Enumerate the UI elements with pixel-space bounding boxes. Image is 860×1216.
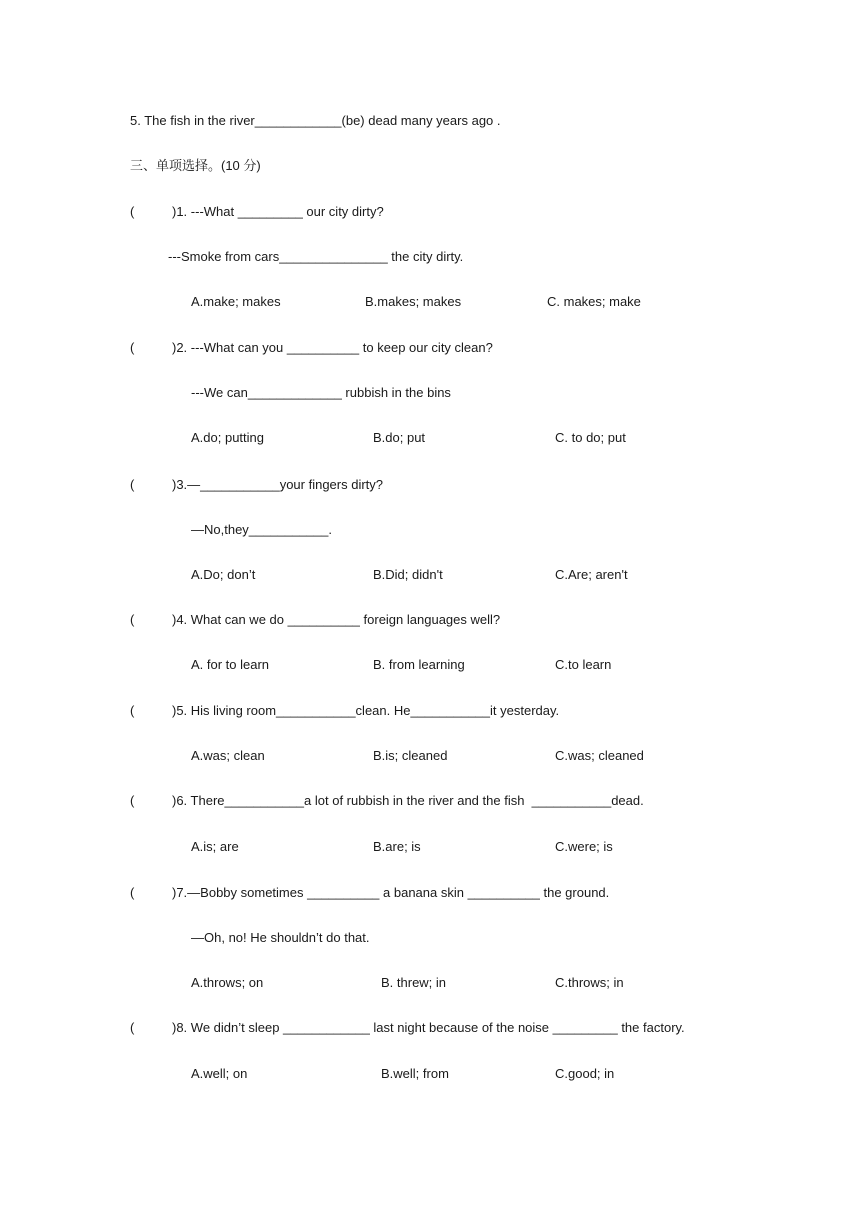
answer-paren: ( <box>130 204 135 219</box>
question-3-option-a: A.Do; don’t <box>191 567 256 582</box>
question-7-option-c: C.throws; in <box>555 975 624 990</box>
question-2-option-c: C. to do; put <box>555 430 626 445</box>
question-3-option-b: B.Did; didn't <box>373 567 443 582</box>
question-8-option-c: C.good; in <box>555 1066 615 1081</box>
question-6-option-c: C.were; is <box>555 839 613 854</box>
question-6-option-b: B.are; is <box>373 839 421 854</box>
question-7-dialog: —Oh, no! He shouldn’t do that. <box>191 930 370 945</box>
question-6-stem: )6. There___________a lot of rubbish in the river and the fish ___________dead. <box>172 793 644 808</box>
section-title: 三、单项选择。(10 分) <box>130 158 261 173</box>
question-5-option-a: A.was; clean <box>191 748 265 763</box>
question-2-option-b: B.do; put <box>373 430 426 445</box>
question-4-option-b: B. from learning <box>373 657 465 672</box>
question-1-option-b: B.makes; makes <box>365 294 462 309</box>
question-7-option-b: B. threw; in <box>381 975 447 990</box>
fill-in-question-5: 5. The fish in the river____________(be) dead many years ago . <box>130 113 501 128</box>
question-3-dialog: —No,they___________. <box>191 522 332 537</box>
question-4-stem: )4. What can we do __________ foreign languages well? <box>172 612 501 627</box>
question-5-option-b: B.is; cleaned <box>373 748 448 763</box>
question-3-stem: )3.—___________your fingers dirty? <box>172 477 384 492</box>
question-1-option-a: A.make; makes <box>191 294 281 309</box>
question-1-stem: )1. ---What _________ our city dirty? <box>172 204 384 219</box>
question-5-option-c: C.was; cleaned <box>555 748 644 763</box>
question-4-option-c: C.to learn <box>555 657 612 672</box>
question-7-stem: )7.—Bobby sometimes __________ a banana skin __________ the ground. <box>172 885 610 900</box>
question-2-option-a: A.do; putting <box>191 430 264 445</box>
question-8-option-a: A.well; on <box>191 1066 248 1081</box>
question-8-option-b: B.well; from <box>381 1066 449 1081</box>
question-8-stem: )8. We didn’t sleep ____________ last night because of the noise _________ the factory. <box>172 1020 685 1035</box>
question-6-option-a: A.is; are <box>191 839 239 854</box>
answer-paren: ( <box>130 793 135 808</box>
question-5-stem: )5. His living room___________clean. He___________it yesterday. <box>172 703 560 718</box>
question-1-dialog: ---Smoke from cars_______________ the city dirty. <box>168 249 464 264</box>
answer-paren: ( <box>130 703 135 718</box>
question-1-option-c: C. makes; make <box>547 294 641 309</box>
answer-paren: ( <box>130 612 135 627</box>
question-3-option-c: C.Are; aren't <box>555 567 628 582</box>
question-7-option-a: A.throws; on <box>191 975 264 990</box>
answer-paren: ( <box>130 1020 135 1035</box>
question-4-option-a: A. for to learn <box>191 657 270 672</box>
answer-paren: ( <box>130 340 135 355</box>
answer-paren: ( <box>130 477 135 492</box>
question-2-stem: )2. ---What can you __________ to keep our city clean? <box>172 340 493 355</box>
answer-paren: ( <box>130 885 135 900</box>
question-2-dialog: ---We can_____________ rubbish in the bins <box>191 385 451 400</box>
